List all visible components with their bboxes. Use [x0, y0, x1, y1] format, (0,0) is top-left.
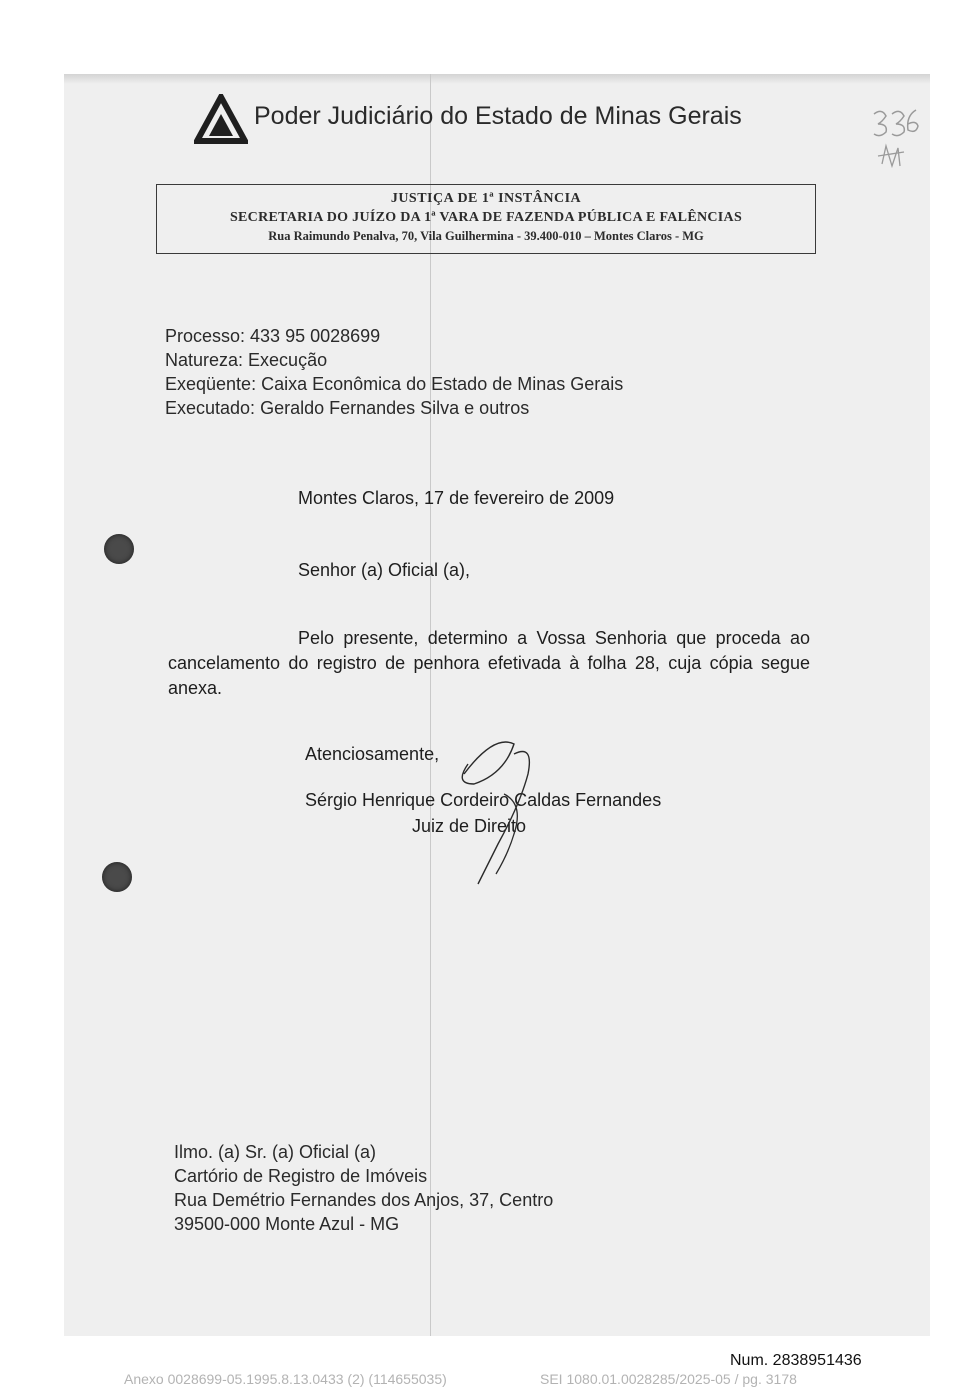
letterhead-secretariat: SECRETARIA DO JUÍZO DA 1ª VARA DE FAZENDA PÚBLICA E FALÊNCIAS: [229, 210, 743, 225]
case-info: [165, 324, 623, 420]
letter-body: Pelo presente, determino a Vossa Senhoria que proceda ao cancelamento do registro de penhora efetivada à folha 28, cuja cópia segue anexa.: [168, 628, 810, 698]
letterhead-box: [156, 184, 816, 254]
case-executado: Executado: Geraldo Fernandes Silva e outros: [165, 398, 530, 418]
judiciary-triangle-logo: [194, 94, 248, 144]
letterhead-address: Rua Raimundo Penalva, 70, Vila Guilhermina - 39.400-010 – Montes Claros - MG: [268, 229, 704, 243]
document-number: Num. 2838951436: [730, 1352, 862, 1369]
letter-salutation: Senhor (a) Oficial (a),: [298, 560, 471, 580]
handwritten-signature: [444, 734, 564, 894]
handwritten-page-number: [864, 104, 924, 184]
letter-date: Montes Claros, 17 de fevereiro de 2009: [298, 488, 615, 508]
letterhead-instance: JUSTIÇA DE 1ª INSTÂNCIA: [390, 191, 582, 206]
case-exequente: Exeqüente: Caixa Econômica do Estado de Minas Gerais: [165, 374, 624, 394]
case-processo: Processo: 433 95 0028699: [165, 326, 381, 346]
signer-name: Sérgio Henrique Cordeiro Caldas Fernandes: [305, 790, 662, 810]
punch-hole: [104, 534, 134, 564]
addressee-city: 39500-000 Monte Azul - MG: [174, 1214, 400, 1234]
signer-title: Juiz de Direito: [412, 816, 527, 836]
case-natureza: Natureza: Execução: [165, 350, 328, 370]
addressee-block: [174, 1140, 553, 1236]
footer-sei-ref: SEI 1080.01.0028285/2025-05 / pg. 3178: [540, 1371, 797, 1387]
letter-closing: Atenciosamente,: [305, 744, 440, 764]
footer-attachment-ref: Anexo 0028699-05.1995.8.13.0433 (2) (114655035): [124, 1371, 447, 1387]
scan-edge: [64, 74, 930, 84]
court-name: Poder Judiciário do Estado de Minas Gerais: [254, 102, 742, 130]
addressee-street: Rua Demétrio Fernandes dos Anjos, 37, Centro: [174, 1190, 554, 1210]
punch-hole: [102, 862, 132, 892]
addressee-office: Cartório de Registro de Imóveis: [174, 1166, 428, 1186]
addressee-title: Ilmo. (a) Sr. (a) Oficial (a): [174, 1142, 377, 1162]
scanned-page: [64, 74, 930, 1336]
